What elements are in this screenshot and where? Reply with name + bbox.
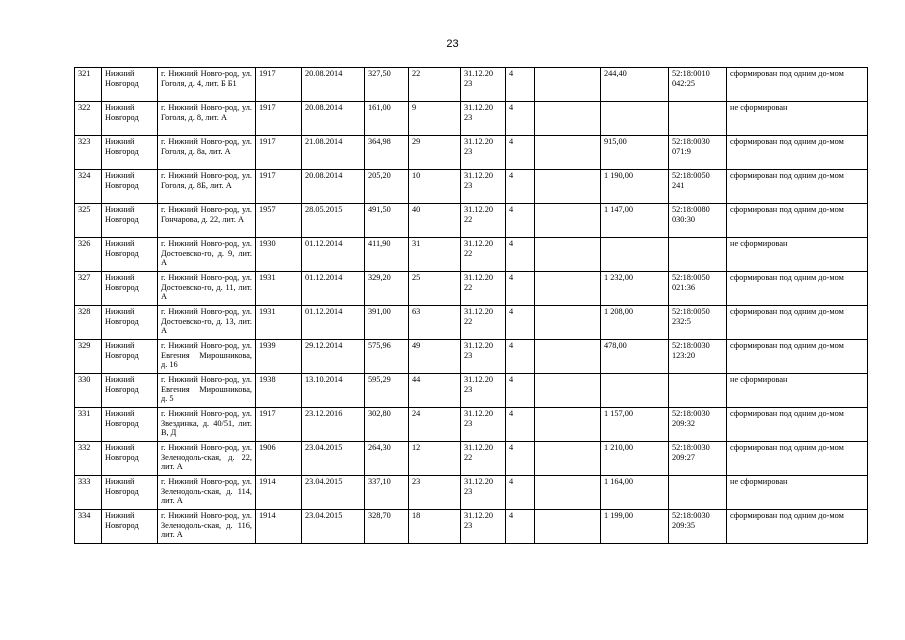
table-row <box>75 442 868 476</box>
row-number-cell: 331 <box>75 408 102 442</box>
address-cell: г. Нижний Новго-род, ул. Зеленодоль-ская, д. 22, лит. А <box>158 442 256 476</box>
row-number-cell: 321 <box>75 68 102 102</box>
survey-date-cell: 23.04.2015 <box>302 476 365 510</box>
deadline-cell: 31.12.20 22 <box>461 272 506 306</box>
land-area-cell: 915,00 <box>601 136 669 170</box>
residents-cell: 25 <box>409 272 461 306</box>
cadastral-number-cell: 52:18:0030 209:27 <box>669 442 727 476</box>
area-cell: 264,30 <box>365 442 409 476</box>
table-row <box>75 136 868 170</box>
cadastral-number-cell <box>669 476 727 510</box>
build-year-cell: 1939 <box>256 340 302 374</box>
survey-date-cell: 21.08.2014 <box>302 136 365 170</box>
cadastral-number-cell: 52:18:0030 209:32 <box>669 408 727 442</box>
address-cell: г. Нижний Новго-род, ул. Зеленодоль-ская, д. 116, лит. А <box>158 510 256 544</box>
area-cell: 491,50 <box>365 204 409 238</box>
address-cell: г. Нижний Новго-род, ул. Гоголя, д. 8, лит. А <box>158 102 256 136</box>
table-row <box>75 102 868 136</box>
land-area-cell: 1 232,00 <box>601 272 669 306</box>
build-year-cell: 1917 <box>256 170 302 204</box>
deadline-cell: 31.12.20 23 <box>461 68 506 102</box>
address-cell: г. Нижний Новго-род, ул. Гоголя, д. 8а, лит. А <box>158 136 256 170</box>
land-status-cell: сформирован под одним до-мом <box>727 68 868 102</box>
code-cell: 4 <box>506 68 535 102</box>
row-number-cell: 325 <box>75 204 102 238</box>
address-cell: г. Нижний Новго-род, ул. Евгения Мирошникова, д. 5 <box>158 374 256 408</box>
table-row <box>75 238 868 272</box>
land-area-cell: 1 199,00 <box>601 510 669 544</box>
empty-cell <box>535 442 601 476</box>
table-row <box>75 272 868 306</box>
table-row <box>75 68 868 102</box>
land-area-cell <box>601 102 669 136</box>
land-status-cell: не сформирован <box>727 102 868 136</box>
build-year-cell: 1931 <box>256 272 302 306</box>
city-cell: Нижний Новгород <box>102 102 158 136</box>
city-cell: Нижний Новгород <box>102 170 158 204</box>
build-year-cell: 1930 <box>256 238 302 272</box>
city-cell: Нижний Новгород <box>102 510 158 544</box>
deadline-cell: 31.12.20 23 <box>461 408 506 442</box>
residents-cell: 23 <box>409 476 461 510</box>
code-cell: 4 <box>506 238 535 272</box>
empty-cell <box>535 340 601 374</box>
code-cell: 4 <box>506 136 535 170</box>
land-status-cell: сформирован под одним до-мом <box>727 272 868 306</box>
address-cell: г. Нижний Новго-род, ул. Гоголя, д. 8Б, лит. А <box>158 170 256 204</box>
cadastral-number-cell <box>669 238 727 272</box>
row-number-cell: 333 <box>75 476 102 510</box>
code-cell: 4 <box>506 170 535 204</box>
address-cell: г. Нижний Новго-род, ул. Звездинка, д. 40/51, лит. В, Д <box>158 408 256 442</box>
empty-cell <box>535 136 601 170</box>
empty-cell <box>535 68 601 102</box>
housing-registry-table <box>74 67 868 544</box>
empty-cell <box>535 408 601 442</box>
land-status-cell: не сформирован <box>727 374 868 408</box>
residents-cell: 44 <box>409 374 461 408</box>
row-number-cell: 332 <box>75 442 102 476</box>
survey-date-cell: 01.12.2014 <box>302 272 365 306</box>
survey-date-cell: 01.12.2014 <box>302 238 365 272</box>
land-status-cell: сформирован под одним до-мом <box>727 136 868 170</box>
land-area-cell: 478,00 <box>601 340 669 374</box>
residents-cell: 12 <box>409 442 461 476</box>
land-area-cell: 1 157,00 <box>601 408 669 442</box>
residents-cell: 9 <box>409 102 461 136</box>
area-cell: 364,98 <box>365 136 409 170</box>
land-status-cell: не сформирован <box>727 238 868 272</box>
cadastral-number-cell: 52:18:0050 241 <box>669 170 727 204</box>
deadline-cell: 31.12.20 22 <box>461 238 506 272</box>
land-status-cell: сформирован под одним до-мом <box>727 170 868 204</box>
survey-date-cell: 01.12.2014 <box>302 306 365 340</box>
cadastral-number-cell: 52:18:0010 042:25 <box>669 68 727 102</box>
build-year-cell: 1917 <box>256 102 302 136</box>
survey-date-cell: 20.08.2014 <box>302 102 365 136</box>
survey-date-cell: 20.08.2014 <box>302 68 365 102</box>
area-cell: 391,00 <box>365 306 409 340</box>
table-row <box>75 510 868 544</box>
deadline-cell: 31.12.20 23 <box>461 102 506 136</box>
empty-cell <box>535 102 601 136</box>
area-cell: 595,29 <box>365 374 409 408</box>
deadline-cell: 31.12.20 23 <box>461 136 506 170</box>
survey-date-cell: 29.12.2014 <box>302 340 365 374</box>
land-area-cell: 1 147,00 <box>601 204 669 238</box>
address-cell: г. Нижний Новго-род, ул. Евгения Мирошникова, д. 16 <box>158 340 256 374</box>
build-year-cell: 1938 <box>256 374 302 408</box>
row-number-cell: 326 <box>75 238 102 272</box>
land-area-cell: 1 190,00 <box>601 170 669 204</box>
table-row <box>75 408 868 442</box>
area-cell: 411,90 <box>365 238 409 272</box>
code-cell: 4 <box>506 204 535 238</box>
empty-cell <box>535 510 601 544</box>
land-status-cell: сформирован под одним до-мом <box>727 408 868 442</box>
address-cell: г. Нижний Новго-род, ул. Гоголя, д. 4, лит. Б Б1 <box>158 68 256 102</box>
cadastral-number-cell <box>669 102 727 136</box>
deadline-cell: 31.12.20 23 <box>461 510 506 544</box>
deadline-cell: 31.12.20 23 <box>461 340 506 374</box>
residents-cell: 49 <box>409 340 461 374</box>
row-number-cell: 327 <box>75 272 102 306</box>
code-cell: 4 <box>506 510 535 544</box>
land-status-cell: сформирован под одним до-мом <box>727 306 868 340</box>
build-year-cell: 1931 <box>256 306 302 340</box>
city-cell: Нижний Новгород <box>102 374 158 408</box>
area-cell: 329,20 <box>365 272 409 306</box>
residents-cell: 40 <box>409 204 461 238</box>
land-area-cell: 1 208,00 <box>601 306 669 340</box>
city-cell: Нижний Новгород <box>102 68 158 102</box>
city-cell: Нижний Новгород <box>102 408 158 442</box>
table-row <box>75 306 868 340</box>
empty-cell <box>535 306 601 340</box>
row-number-cell: 324 <box>75 170 102 204</box>
deadline-cell: 31.12.20 22 <box>461 204 506 238</box>
table-body <box>75 68 868 544</box>
table-row <box>75 340 868 374</box>
code-cell: 4 <box>506 442 535 476</box>
empty-cell <box>535 238 601 272</box>
cadastral-number-cell: 52:18:0030 071:9 <box>669 136 727 170</box>
build-year-cell: 1906 <box>256 442 302 476</box>
code-cell: 4 <box>506 374 535 408</box>
table-row <box>75 204 868 238</box>
deadline-cell: 31.12.20 23 <box>461 374 506 408</box>
city-cell: Нижний Новгород <box>102 272 158 306</box>
area-cell: 302,80 <box>365 408 409 442</box>
table-row <box>75 476 868 510</box>
address-cell: г. Нижний Новго-род, ул. Гончарова, д. 22, лит. А <box>158 204 256 238</box>
address-cell: г. Нижний Новго-род, ул. Достоевско-го, д. 13, лит. А <box>158 306 256 340</box>
row-number-cell: 329 <box>75 340 102 374</box>
land-status-cell: сформирован под одним до-мом <box>727 340 868 374</box>
cadastral-number-cell <box>669 374 727 408</box>
land-status-cell: сформирован под одним до-мом <box>727 510 868 544</box>
land-area-cell <box>601 374 669 408</box>
code-cell: 4 <box>506 408 535 442</box>
land-status-cell: сформирован под одним до-мом <box>727 442 868 476</box>
empty-cell <box>535 170 601 204</box>
row-number-cell: 328 <box>75 306 102 340</box>
survey-date-cell: 23.04.2015 <box>302 442 365 476</box>
page-number: 23 <box>446 38 459 50</box>
residents-cell: 31 <box>409 238 461 272</box>
residents-cell: 24 <box>409 408 461 442</box>
address-cell: г. Нижний Новго-род, ул. Зеленодоль-ская, д. 114, лит. А <box>158 476 256 510</box>
cadastral-number-cell: 52:18:0030 123:20 <box>669 340 727 374</box>
residents-cell: 29 <box>409 136 461 170</box>
row-number-cell: 334 <box>75 510 102 544</box>
cadastral-number-cell: 52:18:0050 232:5 <box>669 306 727 340</box>
residents-cell: 18 <box>409 510 461 544</box>
city-cell: Нижний Новгород <box>102 442 158 476</box>
cadastral-number-cell: 52:18:0080 030:30 <box>669 204 727 238</box>
land-area-cell: 244,40 <box>601 68 669 102</box>
code-cell: 4 <box>506 340 535 374</box>
land-status-cell: не сформирован <box>727 476 868 510</box>
build-year-cell: 1917 <box>256 136 302 170</box>
city-cell: Нижний Новгород <box>102 306 158 340</box>
city-cell: Нижний Новгород <box>102 340 158 374</box>
deadline-cell: 31.12.20 22 <box>461 442 506 476</box>
survey-date-cell: 23.12.2016 <box>302 408 365 442</box>
empty-cell <box>535 204 601 238</box>
land-area-cell: 1 210,00 <box>601 442 669 476</box>
empty-cell <box>535 272 601 306</box>
survey-date-cell: 23.04.2015 <box>302 510 365 544</box>
table-row <box>75 374 868 408</box>
cadastral-number-cell: 52:18:0030 209:35 <box>669 510 727 544</box>
empty-cell <box>535 476 601 510</box>
land-area-cell: 1 164,00 <box>601 476 669 510</box>
build-year-cell: 1917 <box>256 68 302 102</box>
residents-cell: 63 <box>409 306 461 340</box>
code-cell: 4 <box>506 306 535 340</box>
deadline-cell: 31.12.20 23 <box>461 476 506 510</box>
area-cell: 575,96 <box>365 340 409 374</box>
city-cell: Нижний Новгород <box>102 204 158 238</box>
area-cell: 328,70 <box>365 510 409 544</box>
survey-date-cell: 20.08.2014 <box>302 170 365 204</box>
land-status-cell: сформирован под одним до-мом <box>727 204 868 238</box>
area-cell: 327,50 <box>365 68 409 102</box>
survey-date-cell: 28.05.2015 <box>302 204 365 238</box>
area-cell: 337,10 <box>365 476 409 510</box>
row-number-cell: 330 <box>75 374 102 408</box>
residents-cell: 22 <box>409 68 461 102</box>
build-year-cell: 1914 <box>256 476 302 510</box>
empty-cell <box>535 374 601 408</box>
build-year-cell: 1917 <box>256 408 302 442</box>
code-cell: 4 <box>506 476 535 510</box>
code-cell: 4 <box>506 102 535 136</box>
row-number-cell: 322 <box>75 102 102 136</box>
cadastral-number-cell: 52:18:0050 021:36 <box>669 272 727 306</box>
area-cell: 205,20 <box>365 170 409 204</box>
residents-cell: 10 <box>409 170 461 204</box>
survey-date-cell: 13.10.2014 <box>302 374 365 408</box>
city-cell: Нижний Новгород <box>102 238 158 272</box>
address-cell: г. Нижний Новго-род, ул. Достоевско-го, д. 9, лит. А <box>158 238 256 272</box>
deadline-cell: 31.12.20 23 <box>461 170 506 204</box>
build-year-cell: 1957 <box>256 204 302 238</box>
land-area-cell <box>601 238 669 272</box>
address-cell: г. Нижний Новго-род, ул. Достоевско-го, д. 11, лит. А <box>158 272 256 306</box>
code-cell: 4 <box>506 272 535 306</box>
city-cell: Нижний Новгород <box>102 476 158 510</box>
table-row <box>75 170 868 204</box>
row-number-cell: 323 <box>75 136 102 170</box>
city-cell: Нижний Новгород <box>102 136 158 170</box>
area-cell: 161,00 <box>365 102 409 136</box>
deadline-cell: 31.12.20 22 <box>461 306 506 340</box>
build-year-cell: 1914 <box>256 510 302 544</box>
